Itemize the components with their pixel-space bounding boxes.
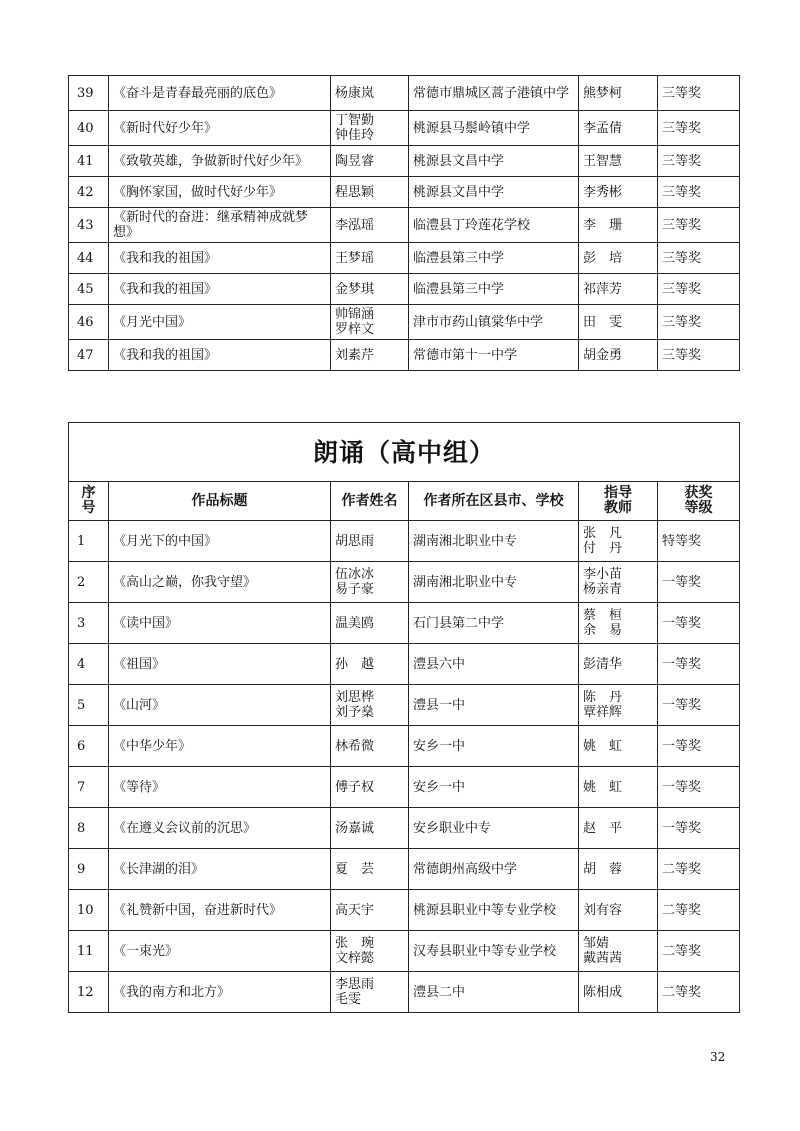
author-names-line: 张 琬	[335, 936, 375, 951]
award-level: 三等奖	[658, 208, 740, 243]
table-row	[69, 603, 740, 644]
work-title: 《等待》	[109, 767, 331, 808]
work-title: 《致敬英雄，争做新时代好少年》	[109, 146, 331, 177]
work-title: 《礼赞新中国，奋进新时代》	[109, 890, 331, 931]
header-teacher-line-1: 指导	[604, 485, 632, 501]
teacher-names	[579, 849, 658, 890]
author-names	[331, 644, 409, 685]
school-name: 临澧县丁玲莲花学校	[409, 208, 579, 243]
teacher-names-line: 张 凡	[583, 526, 623, 541]
award-level: 三等奖	[658, 340, 740, 371]
teacher-names	[579, 521, 658, 562]
author-names-line: 刘素芹	[335, 347, 375, 363]
table-row	[69, 274, 740, 305]
award-level: 三等奖	[658, 274, 740, 305]
header-teacher	[579, 482, 658, 521]
author-names-line: 丁智勤	[335, 113, 375, 128]
school-name: 桃源县文昌中学	[409, 146, 579, 177]
school-name: 桃源县职业中等专业学校	[409, 890, 579, 931]
work-title: 《祖国》	[109, 644, 331, 685]
teacher-names-line: 戴茜茜	[583, 951, 623, 966]
teacher-names	[579, 243, 658, 274]
school-name: 汉寿县职业中等专业学校	[409, 931, 579, 972]
row-number: 42	[69, 177, 109, 208]
author-names	[331, 146, 409, 177]
work-title: 《高山之巅，你我守望》	[109, 562, 331, 603]
author-names	[331, 274, 409, 305]
teacher-names	[579, 76, 658, 111]
teacher-names	[579, 111, 658, 146]
award-level: 特等奖	[658, 521, 740, 562]
author-names-line: 罗梓文	[335, 322, 375, 337]
row-number: 6	[69, 726, 109, 767]
teacher-names	[579, 208, 658, 243]
teacher-names-line: 蔡 桓	[583, 608, 623, 623]
row-number: 39	[69, 76, 109, 111]
award-level: 二等奖	[658, 890, 740, 931]
author-names-line: 钟佳玲	[335, 128, 375, 143]
teacher-names	[579, 808, 658, 849]
teacher-names	[579, 890, 658, 931]
work-title: 《我和我的祖国》	[109, 274, 331, 305]
author-names	[331, 208, 409, 243]
section-title: 朗诵（高中组）	[69, 423, 740, 482]
teacher-names-line: 李 珊	[583, 217, 623, 233]
teacher-names-line: 李小苗	[583, 567, 623, 582]
row-number: 43	[69, 208, 109, 243]
teacher-names-line: 付 丹	[583, 541, 623, 556]
author-names	[331, 849, 409, 890]
award-level: 三等奖	[658, 305, 740, 340]
work-title: 《读中国》	[109, 603, 331, 644]
teacher-names-line: 邹婧	[583, 936, 610, 951]
award-level: 三等奖	[658, 146, 740, 177]
table-row	[69, 562, 740, 603]
work-title: 《山河》	[109, 685, 331, 726]
author-names	[331, 340, 409, 371]
row-number: 45	[69, 274, 109, 305]
author-names-line: 李思雨	[335, 977, 375, 992]
school-name: 桃源县文昌中学	[409, 177, 579, 208]
work-title: 《在遵义会议前的沉思》	[109, 808, 331, 849]
row-number: 3	[69, 603, 109, 644]
teacher-names	[579, 644, 658, 685]
row-number: 11	[69, 931, 109, 972]
school-name: 石门县第二中学	[409, 603, 579, 644]
school-name: 安乡一中	[409, 767, 579, 808]
author-names-line: 汤嘉诚	[335, 820, 375, 836]
author-names-line: 王梦瑶	[335, 250, 375, 266]
teacher-names-line: 胡 蓉	[583, 861, 623, 877]
row-number: 41	[69, 146, 109, 177]
teacher-names	[579, 340, 658, 371]
header-no-line-2: 号	[81, 500, 96, 516]
school-name: 湖南湘北职业中专	[409, 521, 579, 562]
award-level: 三等奖	[658, 177, 740, 208]
continued-awards-table	[68, 75, 740, 371]
header-author: 作者姓名	[331, 482, 409, 521]
teacher-names	[579, 685, 658, 726]
work-title: 《长津湖的泪》	[109, 849, 331, 890]
author-names	[331, 76, 409, 111]
author-names-line: 帅锦涵	[335, 307, 375, 322]
author-names	[331, 243, 409, 274]
teacher-names-line: 李孟倩	[583, 120, 623, 136]
author-names-line: 文梓懿	[335, 951, 375, 966]
table-row	[69, 849, 740, 890]
school-name: 安乡职业中专	[409, 808, 579, 849]
author-names	[331, 972, 409, 1013]
table-row	[69, 146, 740, 177]
author-names	[331, 521, 409, 562]
teacher-names-line: 王智慧	[583, 153, 623, 169]
school-name: 湖南湘北职业中专	[409, 562, 579, 603]
author-names	[331, 931, 409, 972]
school-name: 安乡一中	[409, 726, 579, 767]
table-row	[69, 726, 740, 767]
row-number: 47	[69, 340, 109, 371]
row-number: 10	[69, 890, 109, 931]
table-row	[69, 644, 740, 685]
work-title: 《中华少年》	[109, 726, 331, 767]
header-award-line-1: 获奖	[684, 485, 713, 501]
row-number: 4	[69, 644, 109, 685]
school-name: 桃源县马鬃岭镇中学	[409, 111, 579, 146]
school-name: 津市市药山镇棠华中学	[409, 305, 579, 340]
author-names-line: 孙 越	[335, 656, 375, 672]
school-name: 常德朗州高级中学	[409, 849, 579, 890]
author-names	[331, 562, 409, 603]
award-level: 三等奖	[658, 243, 740, 274]
table-row	[69, 208, 740, 243]
school-name: 常德市鼎城区蒿子港镇中学	[409, 76, 579, 111]
author-names-line: 温美鸥	[335, 615, 375, 631]
award-level: 二等奖	[658, 931, 740, 972]
row-number: 44	[69, 243, 109, 274]
work-title: 《月光中国》	[109, 305, 331, 340]
teacher-names-line: 覃祥辉	[583, 705, 623, 720]
work-title: 《月光下的中国》	[109, 521, 331, 562]
work-title: 《新时代的奋进：继承精神成就梦想》	[109, 208, 331, 243]
author-names-line: 杨康岚	[335, 85, 375, 101]
award-level: 三等奖	[658, 76, 740, 111]
author-names	[331, 767, 409, 808]
award-level: 一等奖	[658, 603, 740, 644]
author-names	[331, 603, 409, 644]
row-number: 46	[69, 305, 109, 340]
author-names-line: 金梦琪	[335, 281, 375, 297]
row-number: 1	[69, 521, 109, 562]
header-award	[658, 482, 740, 521]
page-number: 32	[710, 1050, 726, 1064]
teacher-names-line: 刘有容	[583, 902, 623, 918]
work-title: 《奋斗是青春最亮丽的底色》	[109, 76, 331, 111]
author-names-line: 毛雯	[335, 992, 362, 1007]
teacher-names-line: 姚 虹	[583, 779, 623, 795]
row-number: 12	[69, 972, 109, 1013]
table-row	[69, 177, 740, 208]
header-no-line-1: 序	[81, 485, 96, 501]
author-names-line: 易子豪	[335, 582, 375, 597]
award-level: 一等奖	[658, 767, 740, 808]
teacher-names	[579, 603, 658, 644]
author-names	[331, 177, 409, 208]
teacher-names-line: 熊梦柯	[583, 85, 623, 101]
section-title-row	[69, 423, 740, 482]
author-names-line: 刘思桦	[335, 690, 375, 705]
table-row	[69, 931, 740, 972]
author-names	[331, 808, 409, 849]
teacher-names-line: 田 雯	[583, 314, 623, 330]
teacher-names-line: 姚 虹	[583, 738, 623, 754]
header-row	[69, 482, 740, 521]
row-number: 5	[69, 685, 109, 726]
header-teacher-line-2: 教师	[604, 500, 632, 516]
teacher-names	[579, 305, 658, 340]
table-row	[69, 111, 740, 146]
author-names	[331, 726, 409, 767]
row-number: 8	[69, 808, 109, 849]
teacher-names	[579, 146, 658, 177]
row-number: 7	[69, 767, 109, 808]
award-level: 一等奖	[658, 685, 740, 726]
author-names-line: 林希微	[335, 738, 375, 754]
table-row	[69, 243, 740, 274]
recitation-table-body	[69, 521, 740, 1013]
author-names	[331, 685, 409, 726]
award-level: 一等奖	[658, 726, 740, 767]
teacher-names-line: 余 易	[583, 623, 623, 638]
teacher-names	[579, 767, 658, 808]
row-number: 2	[69, 562, 109, 603]
teacher-names-line: 祁萍芳	[583, 281, 623, 297]
teacher-names	[579, 562, 658, 603]
teacher-names-line: 杨亲青	[583, 582, 623, 597]
author-names-line: 李泓瑶	[335, 217, 375, 233]
work-title: 《一束光》	[109, 931, 331, 972]
award-level: 三等奖	[658, 111, 740, 146]
author-names-line: 刘予燊	[335, 705, 375, 720]
teacher-names	[579, 972, 658, 1013]
header-school: 作者所在区县市、学校	[409, 482, 579, 521]
teacher-names-line: 彭清华	[583, 656, 623, 672]
author-names-line: 程思颖	[335, 184, 375, 200]
work-title: 《我和我的祖国》	[109, 243, 331, 274]
recitation-high-school-table	[68, 422, 740, 1013]
table-row	[69, 808, 740, 849]
award-level: 一等奖	[658, 644, 740, 685]
author-names-line: 傅子权	[335, 779, 375, 795]
header-no	[69, 482, 109, 521]
school-name: 常德市第十一中学	[409, 340, 579, 371]
school-name: 澧县二中	[409, 972, 579, 1013]
award-level: 一等奖	[658, 808, 740, 849]
teacher-names	[579, 274, 658, 305]
row-number: 40	[69, 111, 109, 146]
row-number: 9	[69, 849, 109, 890]
award-level: 二等奖	[658, 972, 740, 1013]
teacher-names-line: 陈 丹	[583, 690, 623, 705]
school-name: 临澧县第三中学	[409, 274, 579, 305]
work-title: 《我和我的祖国》	[109, 340, 331, 371]
author-names-line: 高天宇	[335, 902, 375, 918]
teacher-names	[579, 726, 658, 767]
teacher-names-line: 李秀彬	[583, 184, 623, 200]
author-names	[331, 111, 409, 146]
continued-awards-table-body	[69, 76, 740, 371]
header-title: 作品标题	[109, 482, 331, 521]
award-level: 一等奖	[658, 562, 740, 603]
teacher-names-line: 胡金勇	[583, 347, 623, 363]
author-names-line: 夏 芸	[335, 861, 375, 877]
work-title: 《我的南方和北方》	[109, 972, 331, 1013]
author-names-line: 胡思雨	[335, 533, 375, 549]
table-row	[69, 340, 740, 371]
work-title: 《胸怀家国，做时代好少年》	[109, 177, 331, 208]
school-name: 澧县一中	[409, 685, 579, 726]
teacher-names	[579, 177, 658, 208]
table-row	[69, 685, 740, 726]
author-names	[331, 305, 409, 340]
teacher-names	[579, 931, 658, 972]
table-row	[69, 76, 740, 111]
table-row	[69, 305, 740, 340]
teacher-names-line: 彭 培	[583, 250, 623, 266]
teacher-names-line: 赵 平	[583, 820, 623, 836]
school-name: 临澧县第三中学	[409, 243, 579, 274]
header-award-line-2: 等级	[684, 500, 713, 516]
school-name: 澧县六中	[409, 644, 579, 685]
table-row	[69, 521, 740, 562]
table-row	[69, 972, 740, 1013]
award-level: 二等奖	[658, 849, 740, 890]
author-names-line: 陶昱睿	[335, 153, 375, 169]
work-title: 《新时代好少年》	[109, 111, 331, 146]
teacher-names-line: 陈相成	[583, 984, 623, 1000]
author-names-line: 伍冰冰	[335, 567, 375, 582]
table-row	[69, 767, 740, 808]
author-names	[331, 890, 409, 931]
table-row	[69, 890, 740, 931]
